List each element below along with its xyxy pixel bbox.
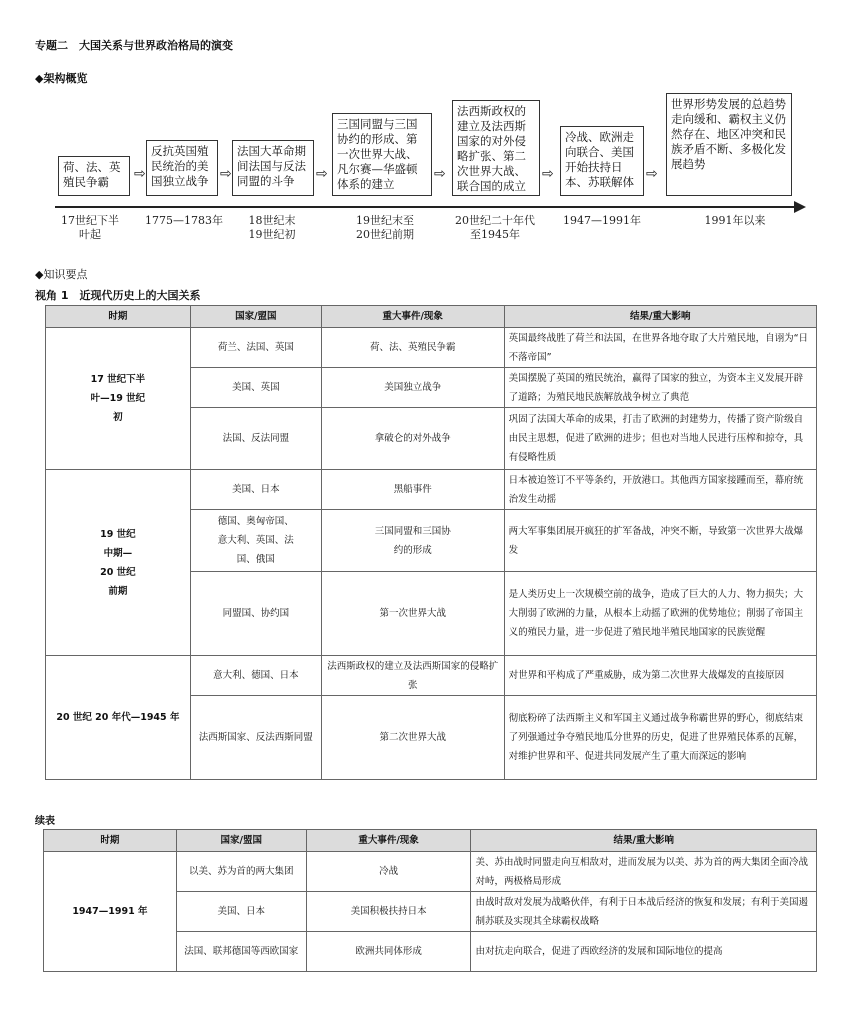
- header-period: 时期: [44, 830, 177, 852]
- country-cell: 以美、苏为首的两大集团: [176, 852, 306, 892]
- header-event: 重大事件/现象: [321, 306, 504, 328]
- country-cell: 荷兰、法国、英国: [190, 328, 321, 368]
- country-cell: 美国、日本: [176, 892, 306, 932]
- timeline-label: 20世纪二十年代至1945年: [455, 214, 535, 241]
- period-cell: 1947—1991 年: [44, 852, 177, 972]
- flow-box-7: 世界形势发展的总趋势走向缓和、霸权主义仍然存在、地区冲突和民族矛盾不断、多极化发展趋势: [666, 93, 792, 196]
- timeline-label: 19世纪末至20世纪前期: [356, 214, 414, 241]
- event-cell: 黑船事件: [321, 470, 504, 510]
- flow-box-4: 三国同盟与三国协约的形成、第一次世界大战、凡尔赛—华盛顿体系的建立: [332, 113, 432, 196]
- result-cell: 英国最终战胜了荷兰和法国，在世界各地夺取了大片殖民地，自诩为“日不落帝国”: [504, 328, 816, 368]
- continued-label: 续表: [35, 816, 55, 827]
- period-cell: 19 世纪中期—20 世纪前期: [46, 470, 191, 656]
- event-cell: 美国积极扶持日本: [306, 892, 471, 932]
- flow-arrow-icon: ⇨: [134, 166, 146, 182]
- result-cell: 美国摆脱了英国的殖民统治，赢得了国家的独立，为资本主义发展开辟了道路；为殖民地民族解放战争树立了典范: [504, 368, 816, 408]
- table-row: [46, 470, 817, 510]
- result-cell: 由战时敌对发展为战略伙伴，有利于日本战后经济的恢复和发展；有利于美国遏制苏联及实现其全球霸权战略: [471, 892, 817, 932]
- event-cell: 三国同盟和三国协约的形成: [321, 510, 504, 572]
- country-cell: 法西斯国家、反法西斯同盟: [190, 696, 321, 780]
- flow-arrow-icon: ⇨: [316, 166, 328, 182]
- period-cell: 17 世纪下半叶—19 世纪初: [46, 328, 191, 470]
- header-result: 结果/重大影响: [504, 306, 816, 328]
- country-cell: 法国、联邦德国等西欧国家: [176, 932, 306, 972]
- country-cell: 美国、英国: [190, 368, 321, 408]
- result-cell: 美、苏由战时同盟走向互相敌对，进而发展为以美、苏为首的两大集团全面冷战对峙，两极格局形成: [471, 852, 817, 892]
- flow-arrow-icon: ⇨: [646, 166, 658, 182]
- event-cell: 法西斯政权的建立及法西斯国家的侵略扩张: [321, 656, 504, 696]
- timeline-arrow-icon: [794, 201, 806, 213]
- timeline-label: 1991年以来: [704, 214, 766, 227]
- country-cell: 同盟国、协约国: [190, 572, 321, 656]
- result-cell: 是人类历史上一次规模空前的战争，造成了巨大的人力、物力损失；大大削弱了欧洲的力量，从根本上动摇了欧洲的优势地位；削弱了帝国主义的殖民力量，进一步促进了殖民地半殖民地国家的民族觉醒: [504, 572, 816, 656]
- result-cell: 由对抗走向联合，促进了西欧经济的发展和国际地位的提高: [471, 932, 817, 972]
- event-cell: 第一次世界大战: [321, 572, 504, 656]
- result-cell: 两大军事集团展开疯狂的扩军备战，冲突不断，导致第一次世界大战爆发: [504, 510, 816, 572]
- flow-box-6: 冷战、欧洲走向联合、美国开始扶持日本、苏联解体: [560, 126, 644, 196]
- flow-box-1: 荷、法、英殖民争霸: [58, 156, 130, 196]
- period-cell: 20 世纪 20 年代—1945 年: [46, 656, 191, 780]
- topic-title: 专题二 大国关系与世界政治格局的演变: [35, 39, 233, 52]
- result-cell: 巩固了法国大革命的成果，打击了欧洲的封建势力，传播了资产阶级自由民主思想，促进了欧洲的进步；但也对当地人民进行压榨和掠夺，具有侵略性质: [504, 408, 816, 470]
- table-header-row: [44, 830, 817, 852]
- table-row: [46, 656, 817, 696]
- event-cell: 欧洲共同体形成: [306, 932, 471, 972]
- continued-table: [43, 829, 817, 972]
- flow-box-3: 法国大革命期间法国与反法同盟的斗争: [232, 140, 314, 196]
- header-country: 国家/盟国: [176, 830, 306, 852]
- table-row: [46, 328, 817, 368]
- perspective-title: 视角 1 近现代历史上的大国关系: [35, 289, 201, 302]
- event-cell: 第二次世界大战: [321, 696, 504, 780]
- flow-box-2: 反抗英国殖民统治的美国独立战争: [146, 140, 218, 196]
- header-period: 时期: [46, 306, 191, 328]
- event-cell: 冷战: [306, 852, 471, 892]
- header-country: 国家/盟国: [190, 306, 321, 328]
- timeline-label: 17世纪下半叶起: [61, 214, 119, 241]
- flow-box-5: 法西斯政权的建立及法西斯国家的对外侵略扩张、第二次世界大战、联合国的成立: [452, 100, 540, 196]
- knowledge-heading: ◆知识要点: [35, 268, 88, 281]
- timeline-label: 18世纪末19世纪初: [248, 214, 296, 241]
- event-cell: 美国独立战争: [321, 368, 504, 408]
- result-cell: 日本被迫签订不平等条约，开放港口。其他西方国家接踵而至，幕府统治发生动摇: [504, 470, 816, 510]
- event-cell: 荷、法、英殖民争霸: [321, 328, 504, 368]
- timeline-axis: [55, 206, 795, 208]
- result-cell: 对世界和平构成了严重威胁，成为第二次世界大战爆发的直接原因: [504, 656, 816, 696]
- timeline-label: 1775—1783年: [145, 214, 223, 227]
- country-cell: 意大利、德国、日本: [190, 656, 321, 696]
- country-cell: 法国、反法同盟: [190, 408, 321, 470]
- country-cell: 德国、奥匈帝国、意大利、英国、法国、俄国: [190, 510, 321, 572]
- table-header-row: [46, 306, 817, 328]
- result-cell: 彻底粉碎了法西斯主义和军国主义通过战争称霸世界的野心，彻底结束了列强通过争夺殖民地瓜分世界的历史，促进了世界殖民体系的瓦解，对维护世界和平、促进共同发展产生了重大而深远的影响: [504, 696, 816, 780]
- overview-heading: ◆架构概览: [35, 72, 88, 85]
- great-powers-table: [45, 305, 817, 780]
- timeline-label: 1947—1991年: [563, 214, 641, 227]
- table-row: [44, 852, 817, 892]
- flow-arrow-icon: ⇨: [220, 166, 232, 182]
- flow-arrow-icon: ⇨: [542, 166, 554, 182]
- flow-arrow-icon: ⇨: [434, 166, 446, 182]
- header-event: 重大事件/现象: [306, 830, 471, 852]
- header-result: 结果/重大影响: [471, 830, 817, 852]
- country-cell: 美国、日本: [190, 470, 321, 510]
- event-cell: 拿破仑的对外战争: [321, 408, 504, 470]
